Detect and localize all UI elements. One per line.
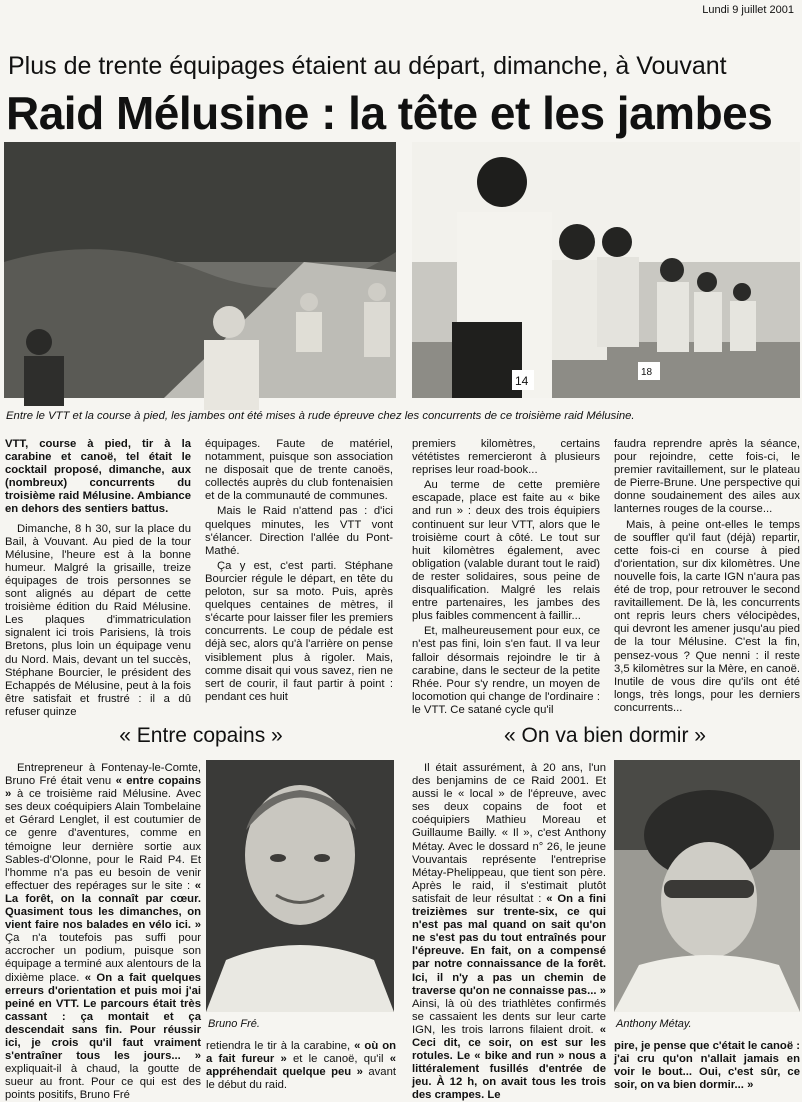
article-paragraph: faudra reprendre après la séance, pour rejoindre, cette fois-ci, le premier ravitaillement, sur le plateau de Pierre-Brune. Une perspective qui donne soudainement des ailes aux lanternes rouges de la course... bbox=[614, 438, 800, 516]
text-run: Ainsi, là où des triathlètes confirmés se cassaient les dents sur leur carte IGN, les trois larrons filaient droit. bbox=[412, 997, 606, 1036]
text-run: expliquait-il à chaud, la goutte de sueur au front. Pour ce qui est des points positifs, Bruno Fré bbox=[5, 1063, 201, 1102]
quote-run: pire, je pense que c'était le canoë : j'ai cru qu'on n'allait jamais en voir le bout... Oui, c'est sûr, ce soir, on va bien dormir... » bbox=[614, 1040, 801, 1092]
article-paragraph: équipages. Faute de matériel, notamment, puisque son association ne disposait que de trente canoës, collectés auprès du club fontenaisien et de la communauté de communes. bbox=[205, 438, 393, 503]
article-paragraph: Au terme de cette première escapade, place est faite au « bike and run » : deux des trois équipiers continuent sur leur VTT, alors que le troisième court à côté. Le tout sur huit kilomètres également, avec obligation (valable durant tout le raid) de rester solidaires, sous peine de disqualification. Malgré les relais entre partenaires, les jambes des plus faibles commencent à faillir... bbox=[412, 479, 600, 623]
entre-copains-paragraph bbox=[206, 1040, 396, 1092]
article-paragraph: Mais le Raid n'attend pas : d'ici quelques minutes, les VTT vont s'élancer. Direction l'allée du Pont-Mathé. bbox=[205, 505, 393, 557]
bien-dormir-text bbox=[412, 762, 606, 1102]
bien-dormir-paragraph bbox=[614, 1040, 800, 1092]
entre-copains-text bbox=[5, 762, 202, 1102]
bien-dormir-title: « On va bien dormir » bbox=[504, 724, 706, 747]
article-paragraph: Et, malheureusement pour eux, ce n'est pas fini, loin s'en faut. Il va leur falloir désormais rejoindre le tir à carabine, dans le secteur de la petite Rhée. Pour s'y rendre, un moyen de locomotion qui change de l'ordinaire : le VTT. Ce satané cycle qu'il bbox=[412, 625, 600, 716]
article-column-4 bbox=[614, 438, 800, 714]
article-paragraph: Ça y est, c'est parti. Stéphane Bourcier régule le départ, en tête du peloton, sur sa moto. Puis, après quelques centaines de mètres, il s'écarte pour laisser filer les premiers concurrents. Le coup de pédale est déjà sec, alors qu'à l'arrière on pense visiblement plus à rigoler. Mais, comme disait qui vous savez, rien ne sert de courir, il faut partir à point : pendant ces huit bbox=[205, 559, 393, 703]
article-paragraph: Mais, à peine ont-elles le temps de souffler qu'il faut (déjà) repartir, cette fois-ci en course à pied d'orientation, sur dix kilomètres. Une nouvelle fois, la carte IGN n'aura pas été de trop, pour retrouver le second ravitaillement. De là, les concurrents ont repris leurs chers vélocipèdes, qui devront les amener jusqu'au pied de la tour Mélusine. C'est la fin, pensez-vous ? Que nenni : il reste 3,5 kilomètres sur la Mère, en canoë. Inutile de vous dire qu'ils ont été longs, très longs, pour les derniers concurrents... bbox=[614, 518, 800, 714]
bib-number-18: 18 bbox=[641, 367, 653, 378]
bruno-fre-portrait bbox=[206, 760, 394, 1012]
quote-run: « On a fini treizièmes sur trente-six, ce qui n'est pas mal quand on sait qu'on ne s'est pas du tout entraînés pour l'épreuve. En fait, on a compensé par notre connaissance de la forêt. Ici, il n'y a pas un chemin de traverse qu'on ne connaisse pas... » bbox=[412, 892, 606, 997]
bruno-fre-caption: Bruno Fré. bbox=[208, 1018, 260, 1030]
quote-run: « appréhendait quelque peu » bbox=[206, 1053, 396, 1079]
article-column-1 bbox=[5, 438, 191, 718]
article-column-2 bbox=[205, 438, 393, 714]
entre-copains-title: « Entre copains » bbox=[119, 724, 283, 747]
quote-run: « On a fait quelques erreurs d'orientation et puis moi j'ai peiné en VTT. Le parcours était très cassant : ça montait et ça descendait sans fin. Pour réussir ici, je crois qu'il faut vraiment s'entraîner tous les jours... » bbox=[5, 971, 202, 1063]
photo-caption: Entre le VTT et la course à pied, les jambes ont été mises à rude épreuve chez les concurrents de ce troisième raid Mélusine. bbox=[6, 410, 635, 422]
article-kicker: Plus de trente équipages étaient au départ, dimanche, à Vouvant bbox=[8, 52, 727, 80]
text-run: Entrepreneur à Fontenay-le-Comte, Bruno Fré était venu bbox=[5, 762, 201, 788]
quote-run: « La forêt, on la connaît par cœur. Quasiment tous les dimanches, on vient faire nos balades en vélo ici. » bbox=[5, 879, 201, 932]
entre-copains-paragraph bbox=[5, 762, 201, 1102]
quote-run: « entre copains » bbox=[5, 775, 201, 801]
entre-copains-continued bbox=[206, 1040, 396, 1092]
text-run: avant le début du raid. bbox=[206, 1066, 396, 1092]
article-headline: Raid Mélusine : la tête et les jambes bbox=[6, 87, 773, 139]
text-run: Il était assurément, à 20 ans, l'un des benjamins de ce Raid 2001. Et aussi le « local » de l'épreuve, avec ses deux copains de foot et coéquipiers Mathieu Moreau et Guillaume Bailly. « Il », c'est Anthony Métay. Avec le dossard n° 26, le jeune Vouvantais représente l'entreprise Métay-Phelippeau, que tient son père. Après le raid, il s'estimait plutôt satisfait de leur résultat : bbox=[412, 762, 606, 905]
bien-dormir-paragraph bbox=[412, 762, 606, 1102]
bien-dormir-continued bbox=[614, 1040, 800, 1092]
article-lead: VTT, course à pied, tir à la carabine et canoë, tel était le cocktail proposé, dimanche, aux (nombreux) concurrents du troisième raid Mélusine. Ambiance en dehors des sentiers battus. bbox=[5, 438, 191, 516]
bib-number-14: 14 bbox=[515, 374, 529, 388]
anthony-metay-caption: Anthony Métay. bbox=[616, 1018, 692, 1030]
runners-photo bbox=[4, 142, 396, 398]
quote-run: « où on a fait fureur » bbox=[206, 1040, 396, 1066]
text-run: à ce troisième raid Mélusine. Avec ses deux coéquipiers Alain Tombelaine et Gérard Lenglet, il est coutumier de ce genre d'aventures, comme en témoigne leur dernière sortie aux Sables-d'Olonne, pour le Raid P4. Et l'homme n'a pas eu besoin de venir effectuer des repérages sur le site : bbox=[5, 788, 201, 892]
text-run: retiendra le tir à la carabine, bbox=[206, 1040, 355, 1052]
quote-run: « Ceci dit, ce soir, on est sur les rotules. Le « bike and run » nous a littéralement fusillés d'entrée de jeu. À 12 h, on avait tous les trois des crampes. Le bbox=[412, 1023, 606, 1102]
article-paragraph: premiers kilomètres, certains vététistes remercieront à plusieurs reprises leur road-book... bbox=[412, 438, 600, 477]
text-run: et le canoë, qu'il bbox=[286, 1053, 390, 1066]
article-column-3 bbox=[412, 438, 600, 714]
anthony-metay-portrait bbox=[614, 760, 800, 1012]
cyclists-photo bbox=[412, 142, 800, 398]
page-date: Lundi 9 juillet 2001 bbox=[702, 4, 794, 16]
text-run: Ça n'a toutefois pas suffi pour accrocher un podium, puisque son équipage a terminé aux alentours de la dixième place. bbox=[5, 932, 201, 984]
article-paragraph: Dimanche, 8 h 30, sur la place du Bail, à Vouvant. Au pied de la tour Mélusine, l'heure est à la bonne humeur. Malgré la grisaille, treize équipages de trois personnes se sont alignés au départ de cette troisième édition du Raid Mélusine. Les plaques d'immatriculation signalent ici trois Parisiens, là trois Bretons, plus loin un équipage venu du Nord. Mais, devant un tel succès, Stéphane Bourcier, le président des Echappés de Mélusine, peut à la fois être satisfait et frustré : il a dû refuser quinze bbox=[5, 522, 191, 718]
